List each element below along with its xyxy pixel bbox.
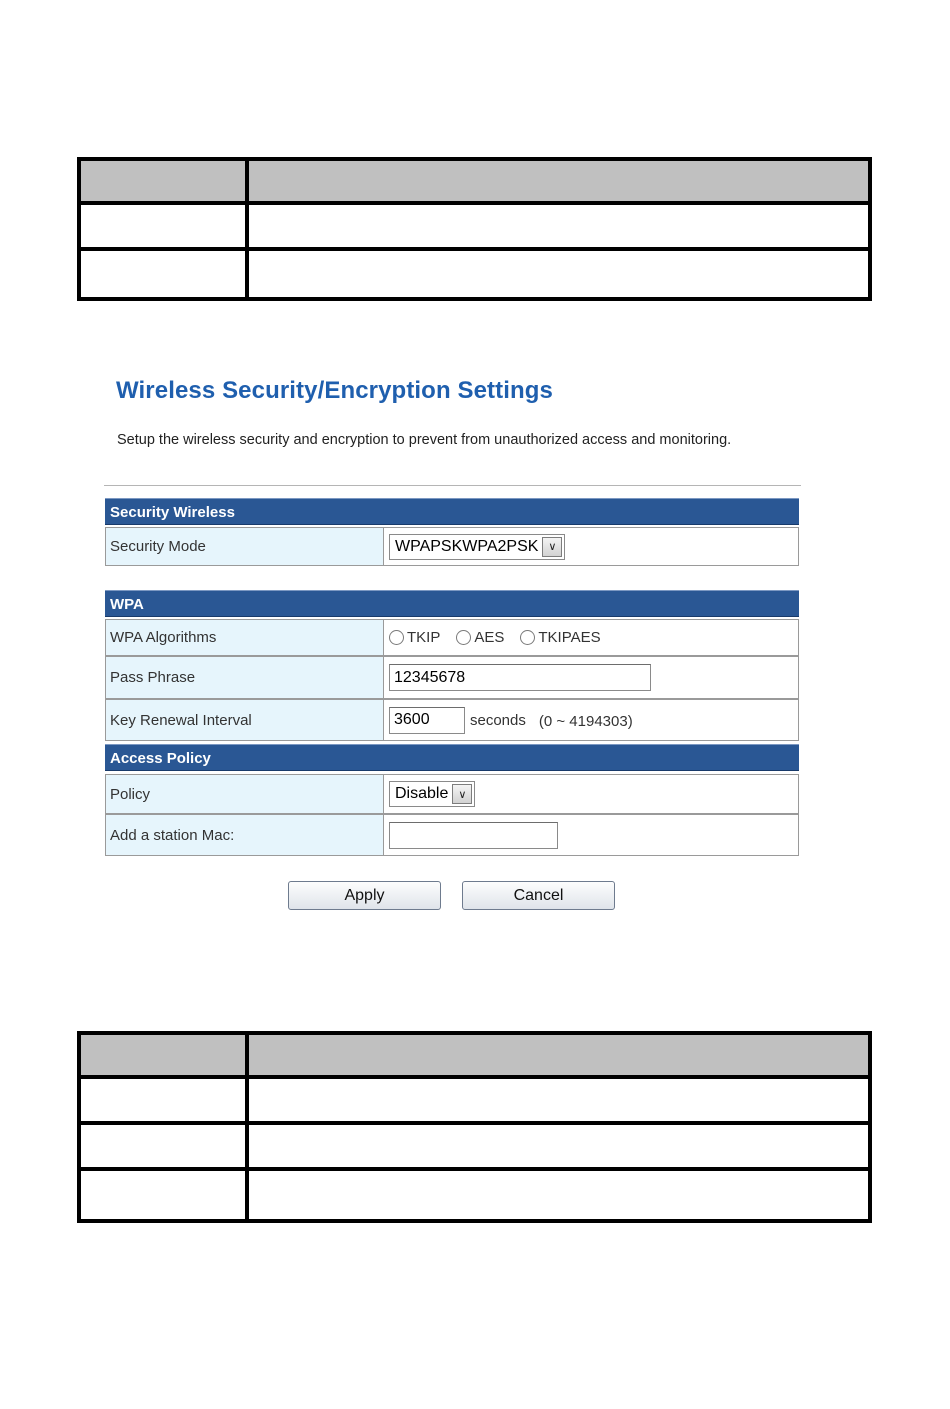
table-row xyxy=(79,249,870,299)
add-station-mac-row xyxy=(105,814,799,856)
table-header-row xyxy=(79,159,870,203)
section-header-security-wireless: Security Wireless xyxy=(105,498,799,525)
radio-label: TKIP xyxy=(407,629,441,646)
radio-tkipaes[interactable] xyxy=(520,629,600,646)
table-cell xyxy=(247,1169,870,1221)
chevron-down-icon[interactable]: ∨ xyxy=(452,784,472,804)
wpa-algorithms-row xyxy=(105,619,799,656)
policy-cell xyxy=(384,775,798,813)
policy-value: Disable xyxy=(395,785,449,802)
key-renewal-input[interactable]: 3600 xyxy=(389,707,465,734)
table-cell xyxy=(247,1123,870,1169)
table-header-cell xyxy=(247,1033,870,1077)
table-cell xyxy=(79,1123,247,1169)
wpa-algorithms-radio-group xyxy=(389,629,617,646)
table-row xyxy=(79,1123,870,1169)
table-header-cell xyxy=(247,159,870,203)
pass-phrase-row xyxy=(105,656,799,699)
table-cell xyxy=(247,249,870,299)
policy-label: Policy xyxy=(106,775,384,813)
radio-button-icon[interactable] xyxy=(389,630,404,645)
radio-label: AES xyxy=(474,629,505,646)
table-row xyxy=(79,1077,870,1123)
pass-phrase-label: Pass Phrase xyxy=(106,657,384,698)
cancel-button[interactable]: Cancel xyxy=(462,881,615,910)
table-cell xyxy=(247,203,870,249)
policy-select[interactable] xyxy=(389,781,475,807)
table-row xyxy=(79,1169,870,1221)
pass-phrase-cell xyxy=(384,657,798,698)
radio-aes[interactable] xyxy=(456,629,504,646)
chevron-down-icon[interactable]: ∨ xyxy=(542,537,562,557)
radio-label: TKIPAES xyxy=(538,629,601,646)
security-mode-value: WPAPSKWPA2PSK xyxy=(395,537,539,555)
radio-button-icon[interactable] xyxy=(520,630,535,645)
radio-button-icon[interactable] xyxy=(456,630,471,645)
key-renewal-label: Key Renewal Interval xyxy=(106,700,384,740)
page-description: Setup the wireless security and encryption to prevent from unauthorized access and monitoring. xyxy=(117,432,732,448)
divider xyxy=(104,485,801,486)
table-header-row xyxy=(79,1033,870,1077)
table-row xyxy=(79,203,870,249)
wpa-algorithms-label: WPA Algorithms xyxy=(106,620,384,655)
security-mode-label: Security Mode xyxy=(106,528,384,565)
key-renewal-unit: seconds xyxy=(470,711,526,729)
key-renewal-row xyxy=(105,699,799,741)
parameter-table-bottom xyxy=(77,1031,872,1223)
page-title: Wireless Security/Encryption Settings xyxy=(116,377,553,404)
parameter-table-top xyxy=(77,157,872,301)
table-header-cell xyxy=(79,159,247,203)
table-cell xyxy=(79,203,247,249)
add-station-mac-cell xyxy=(384,815,798,855)
key-renewal-cell xyxy=(384,700,798,740)
apply-button[interactable]: Apply xyxy=(288,881,441,910)
table-cell xyxy=(79,1077,247,1123)
radio-tkip[interactable] xyxy=(389,629,440,646)
table-cell xyxy=(79,1169,247,1221)
table-cell xyxy=(79,249,247,299)
section-header-wpa: WPA xyxy=(105,590,799,617)
security-mode-select[interactable] xyxy=(389,534,565,560)
policy-row xyxy=(105,774,799,814)
add-station-mac-label: Add a station Mac: xyxy=(106,815,384,855)
security-mode-row xyxy=(105,527,799,566)
security-mode-cell xyxy=(384,528,798,565)
wpa-algorithms-cell xyxy=(384,620,798,655)
add-station-mac-input[interactable] xyxy=(389,822,558,849)
key-renewal-range: (0 ~ 4194303) xyxy=(538,712,633,730)
section-header-access-policy: Access Policy xyxy=(105,744,799,771)
pass-phrase-input[interactable]: 12345678 xyxy=(389,664,651,691)
table-cell xyxy=(247,1077,870,1123)
table-header-cell xyxy=(79,1033,247,1077)
